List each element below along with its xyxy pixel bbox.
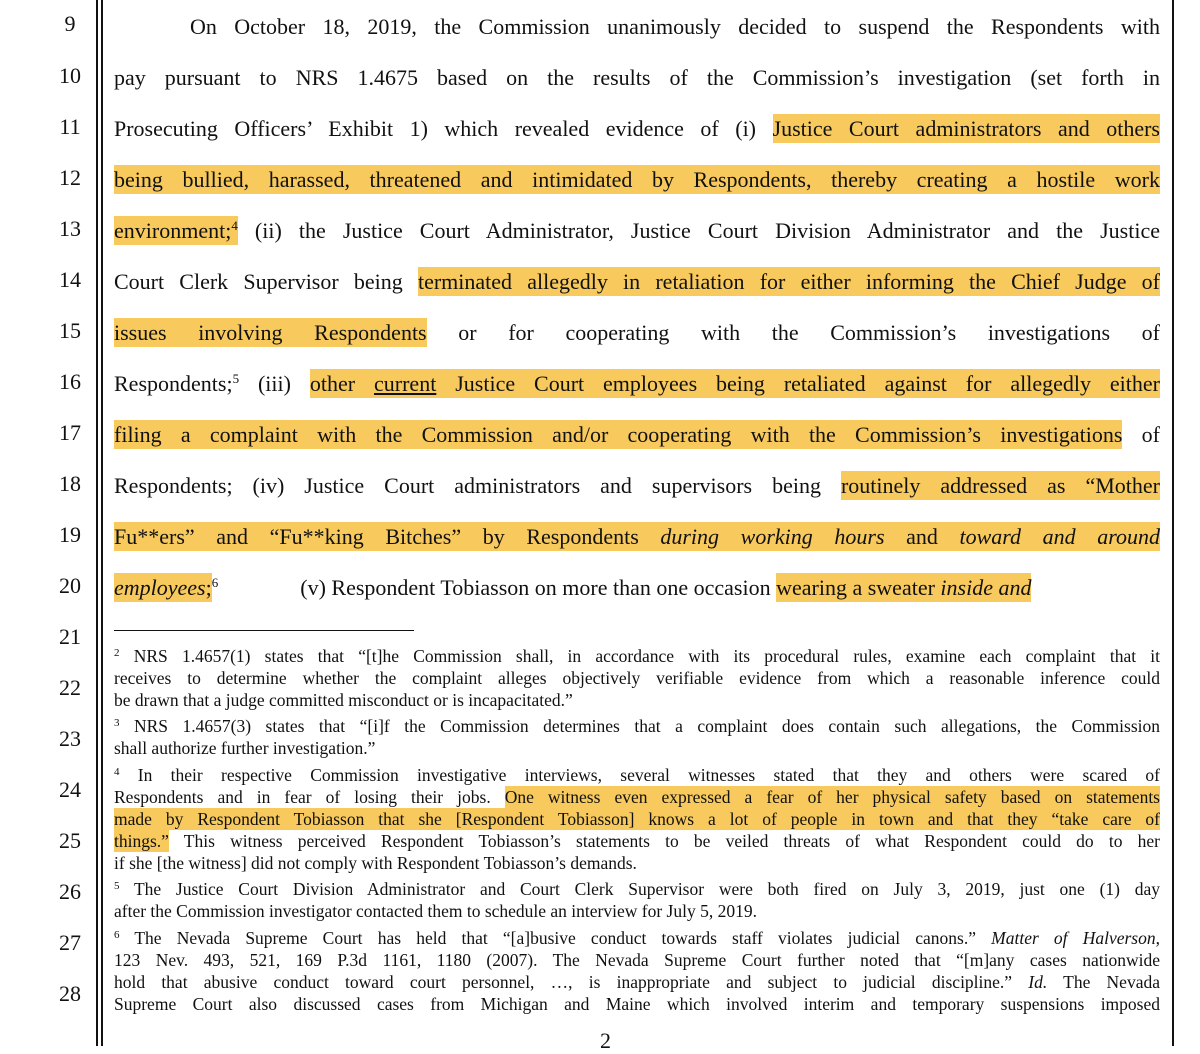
footnote-4-line-2: Respondents and in fear of losing their jobs. One witness even expressed a fear of her physical safety based on statements <box>114 787 1160 807</box>
line-number-27: 27 <box>59 930 81 955</box>
line-number-24: 24 <box>59 777 81 802</box>
line-number-21: 21 <box>59 624 81 649</box>
line-number-17: 17 <box>59 420 81 445</box>
highlight: Fu**ers” and “Fu**king Bitches” by Respondents during working hours and toward and around <box>114 524 1160 549</box>
line-number-18: 18 <box>59 471 81 496</box>
body-line-9: On October 18, 2019, the Commission unanimously decided to suspend the Respondents with <box>190 14 1160 39</box>
body-line-18: Respondents; (iv) Justice Court administrators and supervisors being routinely addressed as “Mother <box>114 473 1160 498</box>
highlight: other current Justice Court employees being retaliated against for allegedly either <box>309 371 1160 396</box>
body-line-19 <box>114 522 1160 552</box>
body-line-16: Respondents;$^5$ (iii) other current Justice Court employees being retaliated against for allegedly either <box>114 371 1160 396</box>
left-margin-rule-inner <box>101 0 103 1046</box>
footnote-5-line-1: $^5$ The Justice Court Division Administrator and Court Clerk Supervisor were both fired on July 3, 2019, just one (1) day <box>114 879 1160 899</box>
footnote-2-line-3: be drawn that a judge committed misconduct or is incapacitated.” <box>114 690 573 710</box>
line-number-9: 9 <box>64 11 76 36</box>
right-margin-rule <box>1172 0 1174 1046</box>
footnote-3-line-2: shall authorize further investigation.” <box>114 738 376 758</box>
footnote-6-line-3: hold that abusive conduct toward court personnel, …, is inappropriate and subject to judicial discipline.” Id. The Nevada <box>114 972 1160 992</box>
highlight: things.” <box>114 831 169 851</box>
highlight: Justice Court administrators and others <box>772 116 1160 141</box>
line-number-15: 15 <box>59 318 81 343</box>
footnote-6-line-2: 123 Nev. 493, 521, 169 P.3d 1161, 1180 (2007). The Nevada Supreme Court further noted that “[m]any cases nationwide <box>114 950 1160 970</box>
highlight: routinely addressed as “Mother <box>840 473 1160 498</box>
line-number-19: 19 <box>59 522 81 547</box>
footnote-4-line-4: things.” This witness perceived Respondent Tobiasson’s statements to be veiled threats of what Respondent could do to her <box>114 831 1160 851</box>
body-line-15: issues involving Respondents or for cooperating with the Commission’s investigations of <box>114 320 1160 345</box>
page-number: 2 <box>600 1028 611 1053</box>
highlight: One witness even expressed a fear of her physical safety based on statements <box>504 787 1160 807</box>
footnote-5-line-2: after the Commission investigator contacted them to schedule an interview for July 5, 2019. <box>114 901 757 921</box>
highlight: terminated allegedly in retaliation for either informing the Chief Judge of <box>417 269 1160 294</box>
body-line-11: Prosecuting Officers’ Exhibit 1) which revealed evidence of (i) Justice Court administrators and others <box>114 116 1160 141</box>
line-number-28: 28 <box>59 981 81 1006</box>
line-number-10: 10 <box>59 63 81 88</box>
footnote-2-line-2: receives to determine whether the complaint alleges objectively verifiable evidence from which a reasonable inference could <box>114 668 1160 688</box>
footnote-separator <box>114 630 414 631</box>
footnote-2-line-1: $^2$ NRS 1.4657(1) states that “[t]he Commission shall, in accordance with its procedural rules, examine each complaint that it <box>114 646 1160 666</box>
body-line-17: filing a complaint with the Commission and/or cooperating with the Commission’s investigations of <box>114 422 1160 447</box>
footnote-4-line-3 <box>114 808 1160 830</box>
highlight: wearing a sweater inside and <box>776 575 1032 600</box>
body-line-10: pay pursuant to NRS 1.4675 based on the results of the Commission’s investigation (set forth in <box>114 65 1160 90</box>
body-line-12 <box>114 165 1160 195</box>
line-number-22: 22 <box>59 675 81 700</box>
footnote-ref-5: 5 <box>232 371 240 386</box>
footnote-3-line-1: $^3$ NRS 1.4657(3) states that “[i]f the Commission determines that a complaint does contain such allegations, the Commission <box>114 716 1160 736</box>
line-number-26: 26 <box>59 879 81 904</box>
highlight: made by Respondent Tobiasson that she [Respondent Tobiasson] knows a lot of people in town and that they “take care of <box>114 809 1160 829</box>
line-number-20: 20 <box>59 573 81 598</box>
footnote-ref-4: 4 <box>231 218 238 233</box>
footnote-ref-6: 6 <box>211 575 219 590</box>
footnote-4-line-5: if she [the witness] did not comply with Respondent Tobiasson’s demands. <box>114 853 637 873</box>
line-number-11: 11 <box>59 114 81 139</box>
highlight: filing a complaint with the Commission and/or cooperating with the Commission’s investigations <box>114 422 1123 447</box>
highlight: employees; <box>114 575 212 600</box>
highlight: environment;$^4$ <box>114 218 238 243</box>
line-number-13: 13 <box>59 216 81 241</box>
highlight: being bullied, harassed, threatened and intimidated by Respondents, thereby creating a hostile work <box>114 167 1160 192</box>
line-number-16: 16 <box>59 369 81 394</box>
footnote-6-line-1: $^6$ The Nevada Supreme Court has held that “[a]busive conduct towards staff violates judicial canons.” Matter of Halverson, <box>114 928 1160 948</box>
highlight: issues involving Respondents <box>114 320 427 345</box>
body-line-14: Court Clerk Supervisor being terminated allegedly in retaliation for either informing the Chief Judge of <box>114 269 1160 294</box>
footnote-6-line-4: Supreme Court also discussed cases from Michigan and Maine which involved interim and temporary suspensions imposed <box>114 994 1160 1014</box>
line-number-25: 25 <box>59 828 81 853</box>
line-number-23: 23 <box>59 726 81 751</box>
line-number-14: 14 <box>59 267 81 292</box>
left-margin-rule-outer <box>96 0 98 1046</box>
line-number-12: 12 <box>59 165 81 190</box>
body-line-13: environment;$^4$ (ii) the Justice Court Administrator, Justice Court Division Administrator and the Justice <box>114 218 1160 243</box>
body-line-20: employees;$^6$ (v) Respondent Tobiasson on more than one occasion wearing a sweater inside and <box>114 575 1032 600</box>
footnote-4-line-1: $^4$ In their respective Commission investigative interviews, several witnesses stated that they and others were scared of <box>114 765 1160 785</box>
